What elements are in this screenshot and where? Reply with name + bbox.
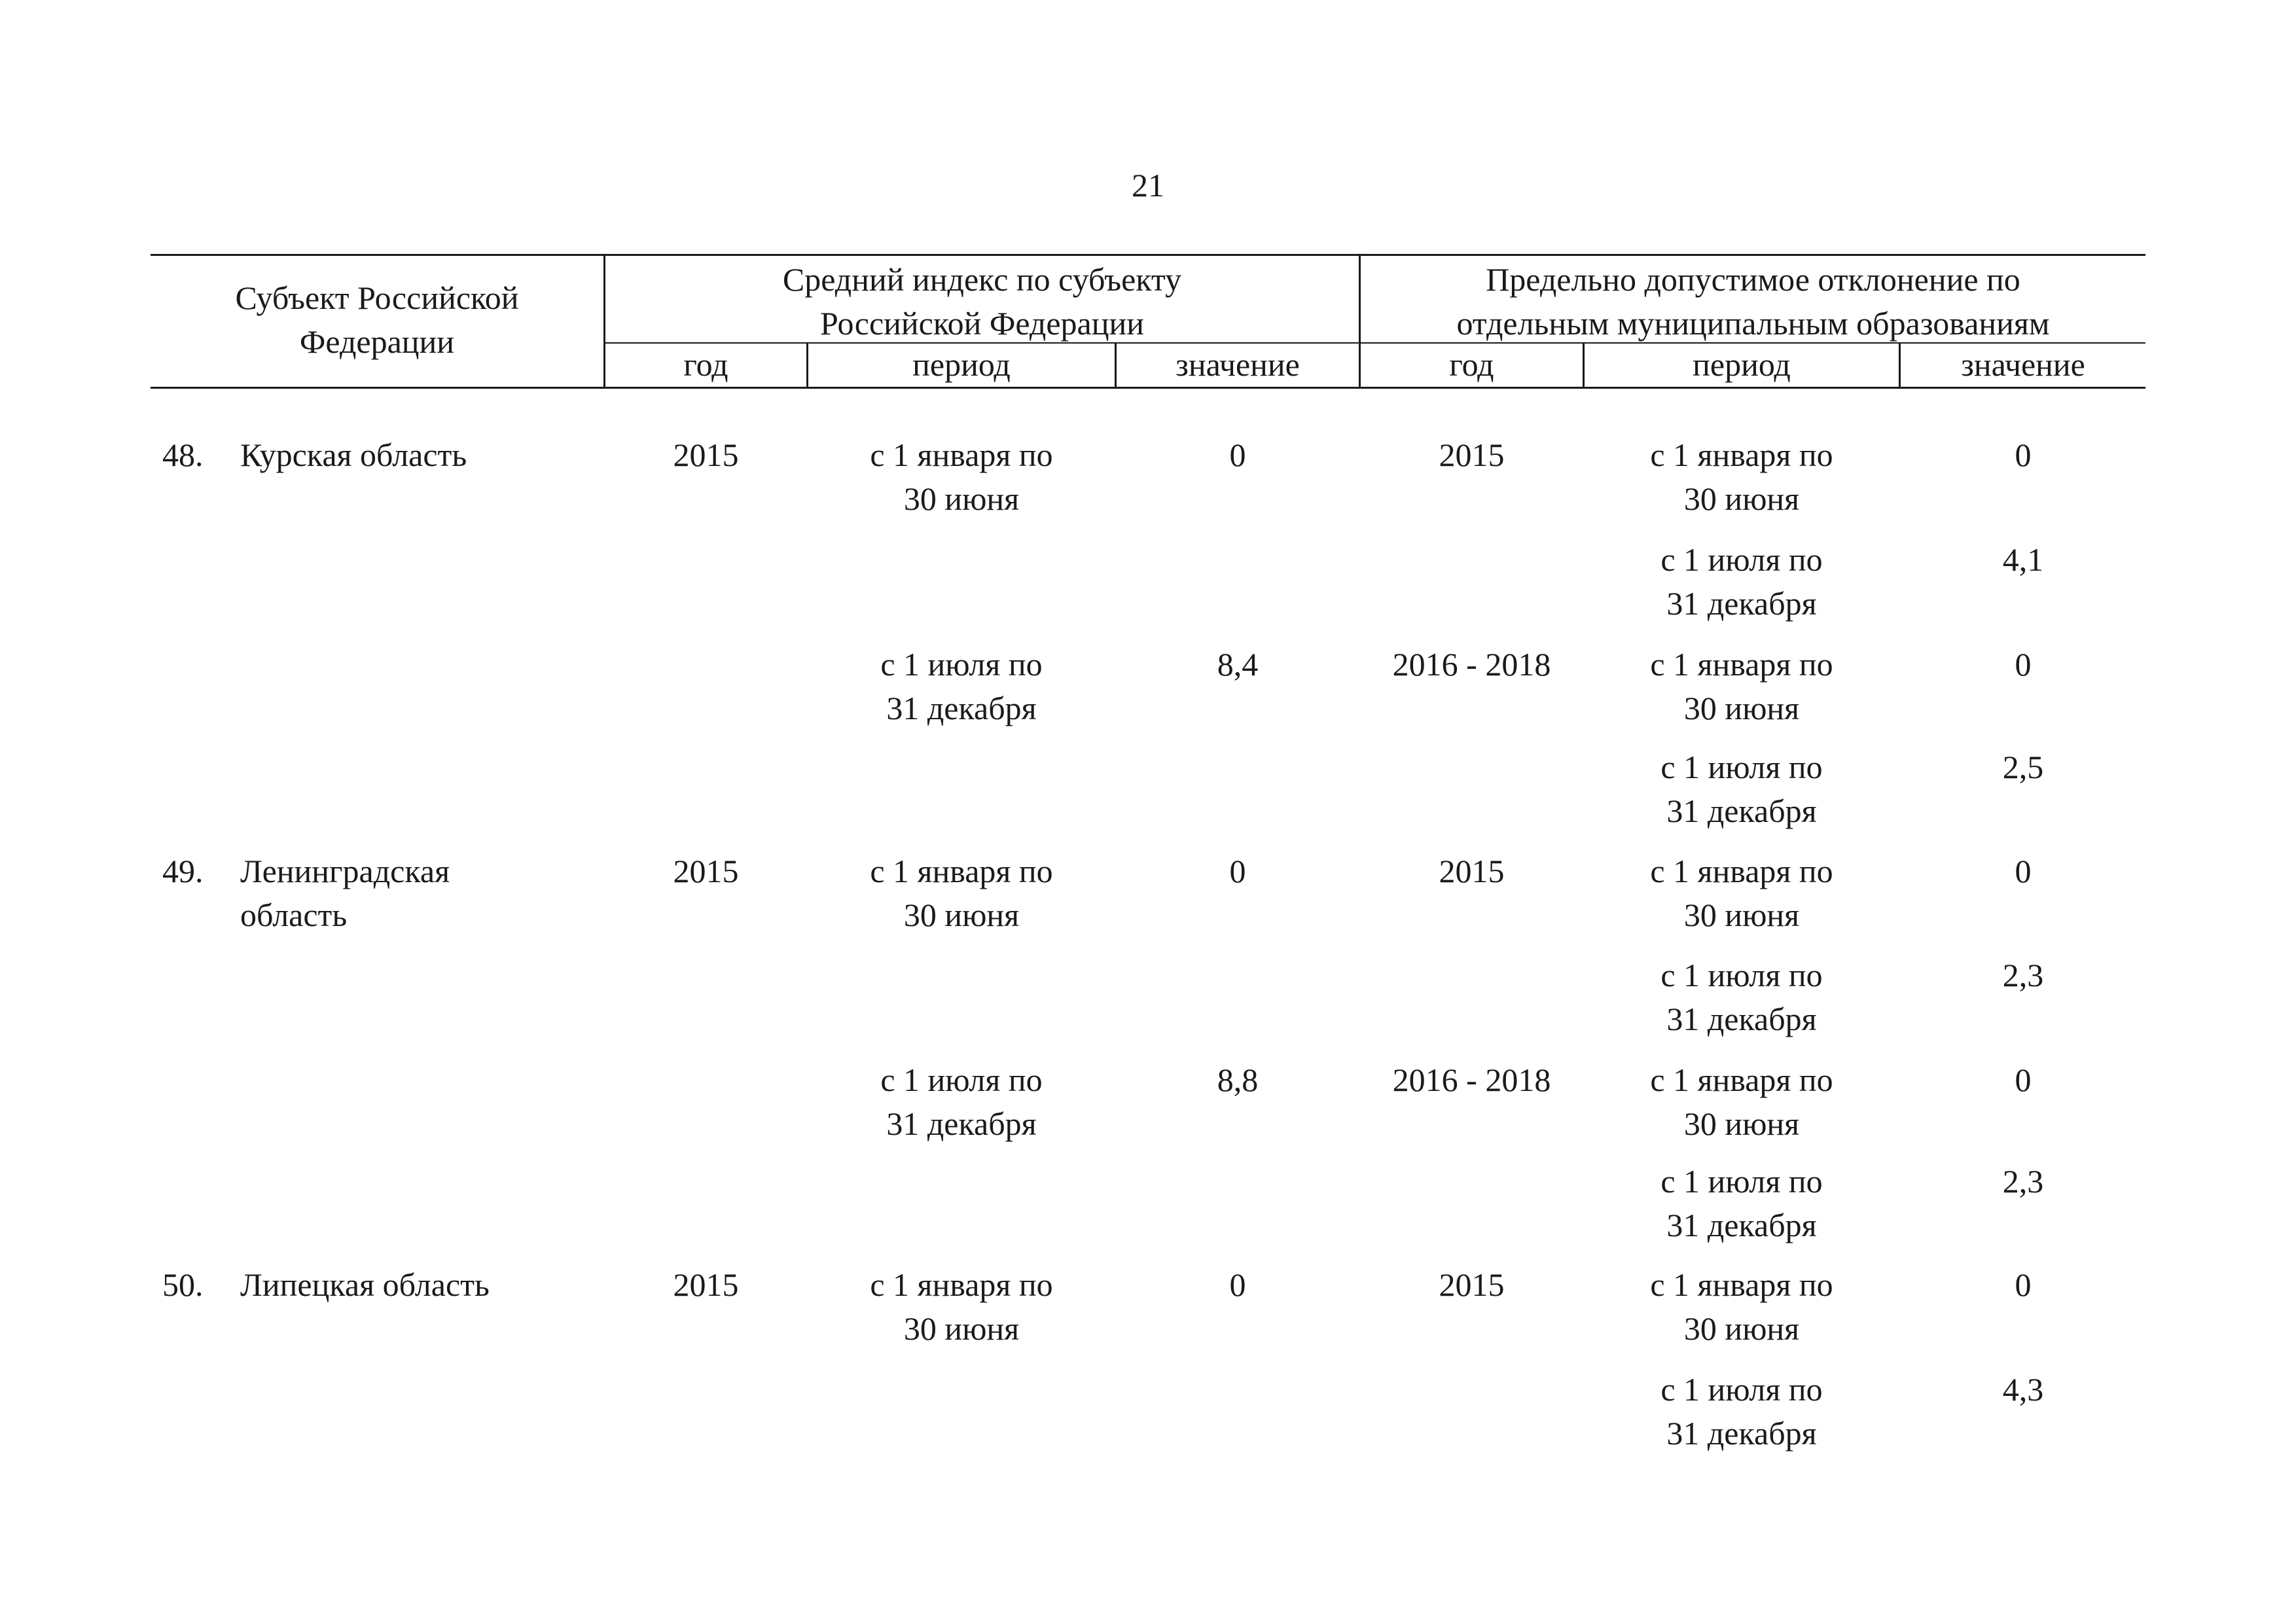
- avg-period: с 1 января по 30 июня: [870, 1266, 1053, 1347]
- dev-value: 4,3: [2002, 1371, 2044, 1408]
- dev-period: с 1 июля по 31 декабря: [1660, 1371, 1823, 1452]
- avg-value: 0: [1229, 1266, 1246, 1303]
- dev-year: 2015: [1439, 853, 1505, 889]
- avg-period: с 1 января по 30 июня: [870, 853, 1053, 933]
- avg-value: 0: [1229, 437, 1246, 473]
- dev-period: с 1 января по 30 июня: [1650, 437, 1833, 517]
- header-avg-value: значение: [1175, 346, 1300, 383]
- header-max-deviation: Предельно допустимое отклонение по отдельным муниципальным образованиям: [1456, 261, 2050, 342]
- header-subject: Субъект Российской Федерации: [235, 279, 519, 360]
- header-avg-period: период: [912, 346, 1011, 383]
- dev-year: 2015: [1439, 1266, 1505, 1303]
- row-number: 48.: [162, 437, 204, 473]
- avg-year: 2015: [673, 853, 739, 889]
- dev-value: 0: [2015, 437, 2032, 473]
- dev-period: с 1 января по 30 июня: [1650, 646, 1833, 726]
- header-average-index: Средний индекс по субъекту Российской Федерации: [782, 261, 1182, 342]
- header-dev-value: значение: [1961, 346, 2085, 383]
- dev-period: с 1 июля по 31 декабря: [1660, 957, 1823, 1037]
- avg-value: 8,4: [1217, 646, 1259, 683]
- avg-period: с 1 июля по 31 декабря: [880, 1061, 1043, 1142]
- dev-value: 0: [2015, 1266, 2032, 1303]
- dev-value: 0: [2015, 646, 2032, 683]
- dev-value: 0: [2015, 1061, 2032, 1098]
- dev-year: 2015: [1439, 437, 1505, 473]
- dev-period: с 1 июля по 31 декабря: [1660, 1163, 1823, 1243]
- avg-value: 8,8: [1217, 1061, 1259, 1098]
- dev-period: с 1 января по 30 июня: [1650, 1061, 1833, 1142]
- avg-year: 2015: [673, 1266, 739, 1303]
- avg-period: с 1 января по 30 июня: [870, 437, 1053, 517]
- header-dev-period: период: [1693, 346, 1791, 383]
- subject-name: Ленинградская область: [240, 853, 450, 933]
- avg-year: 2015: [673, 437, 739, 473]
- subject-name: Липецкая область: [240, 1266, 490, 1303]
- header-dev-year: год: [1449, 346, 1494, 383]
- dev-period: с 1 января по 30 июня: [1650, 1266, 1833, 1347]
- dev-year: 2016 - 2018: [1392, 1061, 1551, 1098]
- dev-value: 4,1: [2002, 541, 2044, 578]
- table-top-rule: [151, 254, 2145, 256]
- subject-name: Курская область: [240, 437, 467, 473]
- dev-period: с 1 января по 30 июня: [1650, 853, 1833, 933]
- row-number: 49.: [162, 853, 204, 889]
- dev-period: с 1 июля по 31 декабря: [1660, 749, 1823, 829]
- dev-value: 0: [2015, 853, 2032, 889]
- row-number: 50.: [162, 1266, 204, 1303]
- avg-value: 0: [1229, 853, 1246, 889]
- avg-period: с 1 июля по 31 декабря: [880, 646, 1043, 726]
- header-bottom-rule: [151, 387, 2145, 389]
- page-number: 21: [1132, 167, 1164, 204]
- header-avg-year: год: [683, 346, 728, 383]
- dev-value: 2,5: [2002, 749, 2044, 785]
- dev-value: 2,3: [2002, 1163, 2044, 1200]
- dev-period: с 1 июля по 31 декабря: [1660, 541, 1823, 622]
- dev-value: 2,3: [2002, 957, 2044, 993]
- dev-year: 2016 - 2018: [1392, 646, 1551, 683]
